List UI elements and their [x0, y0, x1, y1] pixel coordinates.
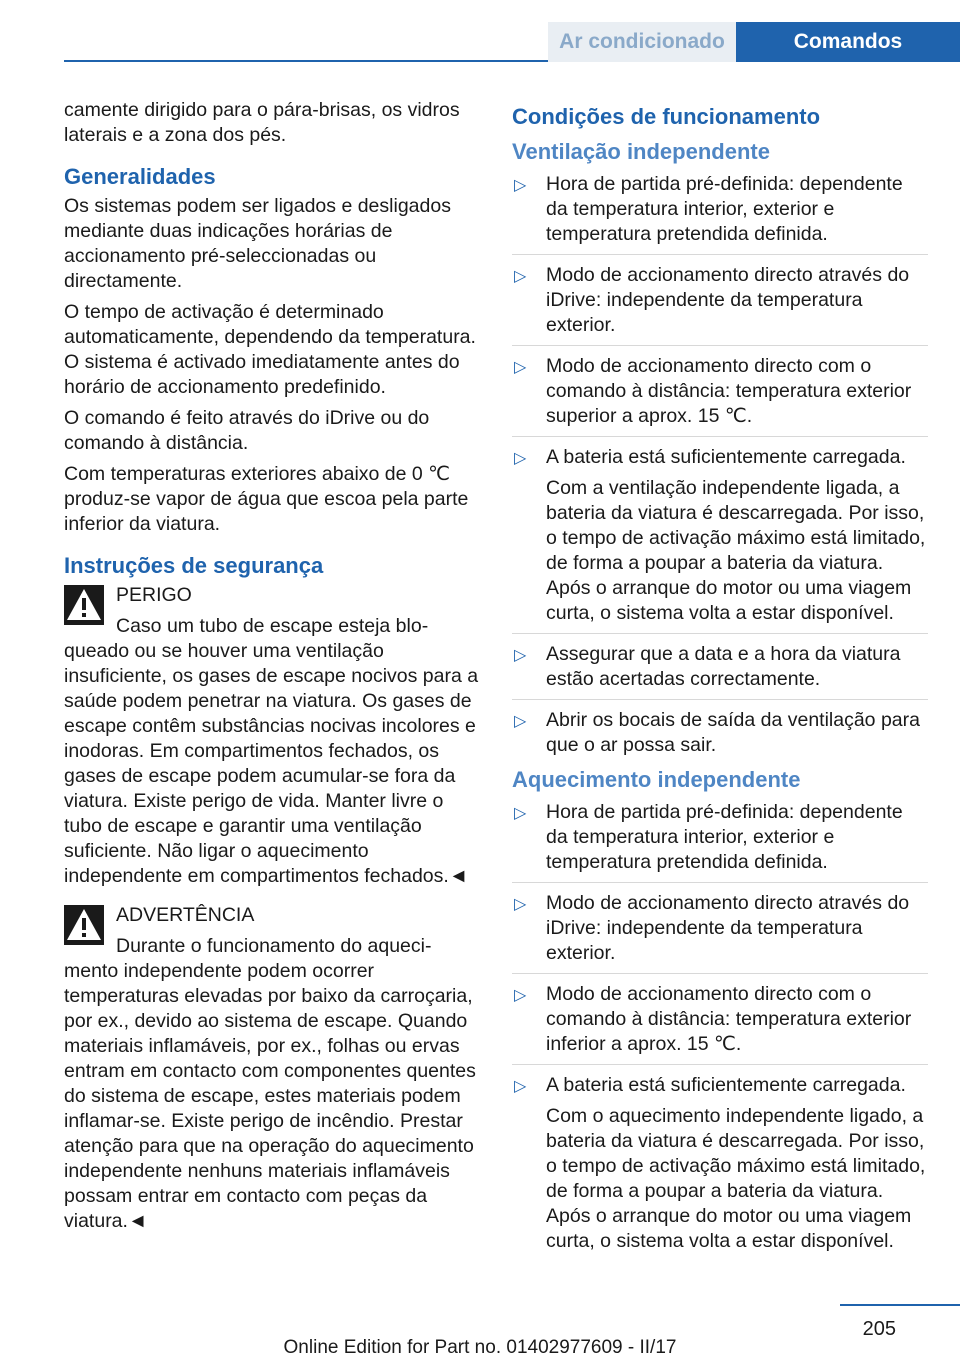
page-header [0, 22, 960, 62]
triangle-right-icon: ▷ [514, 1078, 527, 1095]
list-item-text: Hora de partida pré-definida: dependente da temperatura interior, exterior e temperatura pretendida definida. [546, 173, 903, 245]
heading-seguranca: Instruções de segurança [64, 553, 324, 578]
triangle-right-icon: ▷ [514, 987, 527, 1004]
heading-generalidades: Generalidades [64, 164, 216, 189]
warning-text: queado ou se houver uma ventilação insuficiente, os gases de escape nocivos para a saúde podem penetrar na viatura. Os gases de escape contêm substâncias nocivas incolores e inodoras. Em compartimentos fechados, os gases de escape podem acumular-se fora da viatura. Existe perigo de vida. Manter livre o tubo de escape e garantir uma ventilação suficiente. Não ligar o aquecimento independente em compartimentos fechados.◄ [64, 640, 479, 887]
warning-text-first: Caso um tubo de escape esteja blo- [116, 615, 429, 637]
page-number: 205 [862, 1318, 896, 1340]
list-item-text: Modo de accionamento directo com o comando à distância: temperatura exterior inferior a aprox. 15 ℃. [546, 983, 912, 1055]
triangle-right-icon: ▷ [514, 896, 527, 913]
right-column [512, 98, 928, 1262]
left-column [64, 98, 480, 1248]
warning-triangle-icon [64, 585, 104, 625]
triangle-right-icon: ▷ [514, 359, 527, 376]
triangle-right-icon: ▷ [514, 450, 527, 467]
heading-condicoes: Condições de funcionamento [512, 104, 821, 129]
list-item-text: Abrir os bocais de saída da ventilação para que o ar possa sair. [546, 709, 920, 756]
list-item-subtext: Com a ventilação independente ligada, a bateria da viatura é descarregada. Por isso, o tempo de activação máximo está limitado, de forma a poupar a bateria da viatura. Após o arranque do motor ou uma viagem curta, o sistema volta a estar disponível. [546, 477, 926, 624]
list-item [512, 354, 928, 437]
list-item-text: A bateria está suficientemente carregada. [546, 1074, 906, 1096]
paragraph: O tempo de activação é determinado automaticamente, dependendo da temperatura. O sistema é activado imediatamente antes do horário de accionamento predefinido. [64, 301, 476, 398]
warning-perigo [64, 583, 480, 889]
subheading-aquecimento: Aquecimento independente [512, 767, 801, 792]
warning-text: mento independente podem ocorrer temperaturas elevadas por baixo da carroçaria, por ex., devido ao sistema de escape. Quando materiais inflamáveis, por ex., folhas ou ervas entram em contacto com componentes quentes do sistema de escape, estes materiais podem inflamar-se. Existe perigo de incêndio. Prestar atenção para que na operação do aquecimento independente nenhuns materiais inflamáveis possam entrar em contacto com peças da viatura.◄ [64, 960, 476, 1232]
list-item [512, 891, 928, 974]
header-rule [64, 60, 548, 62]
list-item-text: Modo de accionamento directo através do iDrive: independente da temperatura exterior. [546, 892, 910, 964]
list-item [512, 263, 928, 346]
list-item-text: Modo de accionamento directo com o comando à distância: temperatura exterior superior a aprox. 15 ℃. [546, 355, 912, 427]
subheading-ventilacao: Ventilação independente [512, 139, 770, 164]
list-item-text: Hora de partida pré-definida: dependente da temperatura interior, exterior e temperatura pretendida definida. [546, 801, 903, 873]
triangle-right-icon: ▷ [514, 805, 527, 822]
list-item [512, 445, 928, 634]
list-item [512, 708, 928, 758]
list-item-subtext: Com o aquecimento independente ligado, a bateria da viatura é descarregada. Por isso, o tempo de activação máximo está limitado, de forma a poupar a bateria da viatura. Após o arranque do motor ou uma viagem curta, o sistema volta a estar disponível. [546, 1105, 926, 1252]
paragraph: O comando é feito através do iDrive ou do comando à distância. [64, 407, 430, 454]
list-item [512, 982, 928, 1065]
warning-triangle-icon [64, 905, 104, 945]
list-item [512, 172, 928, 255]
tab-comandos: Comandos [736, 22, 960, 62]
warning-text-first: Durante o funcionamento do aqueci- [116, 935, 432, 957]
triangle-right-icon: ▷ [514, 713, 527, 730]
list-item-text: Assegurar que a data e a hora da viatura estão acertadas correctamente. [546, 643, 901, 690]
list-item [512, 1073, 928, 1254]
tab-ar-condicionado: Ar condicionado [548, 22, 736, 62]
warning-title: PERIGO [116, 584, 192, 606]
warning-title: ADVERTÊNCIA [116, 904, 255, 926]
paragraph: Com temperaturas exteriores abaixo de 0 ℃ produz-se vapor de água que escoa pela parte inferior da viatura. [64, 463, 469, 535]
paragraph: Os sistemas podem ser ligados e desligados mediante duas indicações horárias de accionamento pré-seleccionadas ou directamente. [64, 195, 451, 292]
list-item-text: Modo de accionamento directo através do iDrive: independente da temperatura exterior. [546, 264, 910, 336]
triangle-right-icon: ▷ [514, 647, 527, 664]
footer-rule [840, 1304, 960, 1306]
aquecimento-list [512, 800, 928, 1254]
warning-advertencia [64, 903, 480, 1234]
intro-text: camente dirigido para o pára-brisas, os vidros laterais e a zona dos pés. [64, 99, 460, 146]
list-item [512, 642, 928, 700]
triangle-right-icon: ▷ [514, 268, 527, 285]
footer-edition: Online Edition for Part no. 01402977609 - II/17 [283, 1337, 677, 1358]
list-item [512, 800, 928, 883]
list-item-text: A bateria está suficientemente carregada. [546, 446, 906, 468]
triangle-right-icon: ▷ [514, 177, 527, 194]
ventilacao-list [512, 172, 928, 758]
